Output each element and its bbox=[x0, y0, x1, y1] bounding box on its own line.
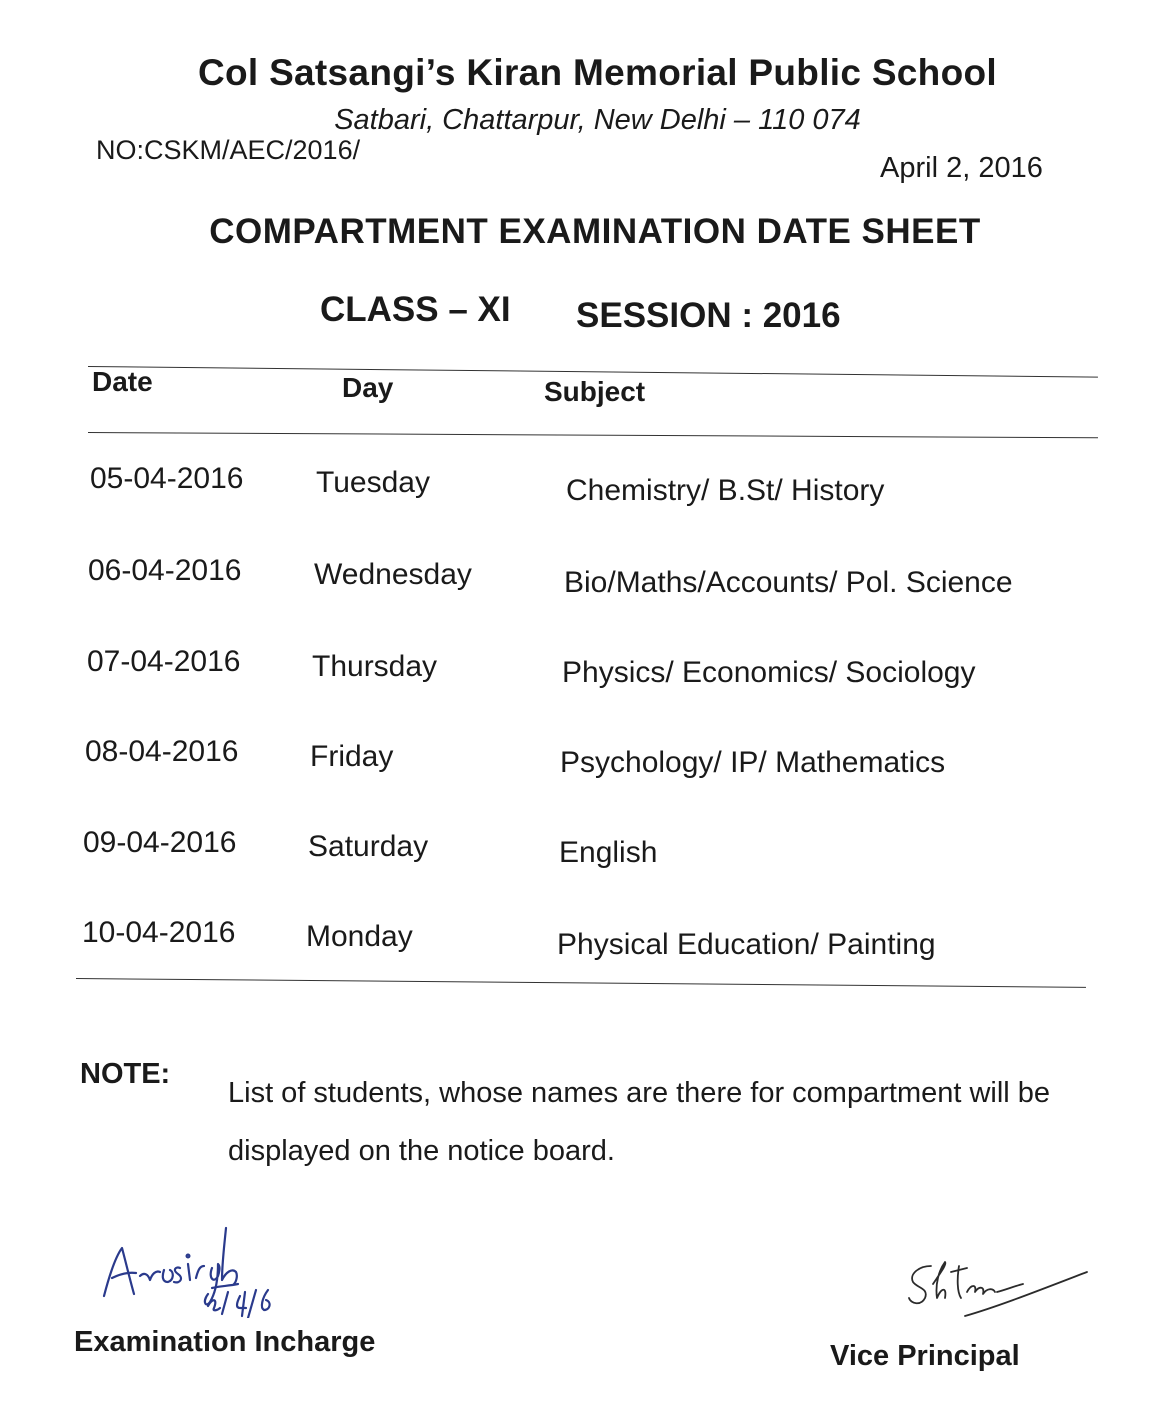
school-address: Satbari, Chattarpur, New Delhi – 110 074 bbox=[334, 104, 861, 136]
row-6-subject: Physical Education/ Painting bbox=[557, 928, 936, 961]
column-header-day: Day bbox=[342, 372, 394, 403]
row-4-subject: Psychology/ IP/ Mathematics bbox=[560, 746, 946, 779]
row-5-date: 09-04-2016 bbox=[83, 826, 237, 859]
row-5-subject: English bbox=[559, 836, 658, 869]
note-label: NOTE: bbox=[80, 1058, 171, 1090]
session-label: SESSION : 2016 bbox=[576, 296, 841, 335]
document-title: COMPARTMENT EXAMINATION DATE SHEET bbox=[209, 212, 981, 251]
examination-incharge-signature bbox=[100, 1218, 320, 1318]
examination-incharge-label: Examination Incharge bbox=[74, 1326, 376, 1358]
row-2-day: Wednesday bbox=[314, 558, 472, 591]
school-name: Col Satsangi’s Kiran Memorial Public School bbox=[198, 52, 997, 93]
row-3-date: 07-04-2016 bbox=[87, 645, 241, 678]
row-6-date: 10-04-2016 bbox=[82, 916, 236, 949]
table-header-rule bbox=[88, 432, 1098, 438]
row-1-subject: Chemistry/ B.St/ History bbox=[566, 474, 885, 507]
issue-date: April 2, 2016 bbox=[880, 152, 1043, 184]
table-bottom-rule bbox=[76, 978, 1086, 988]
vice-principal-label: Vice Principal bbox=[830, 1340, 1020, 1372]
row-1-day: Tuesday bbox=[316, 466, 430, 499]
row-5-day: Saturday bbox=[308, 830, 429, 863]
row-4-date: 08-04-2016 bbox=[85, 735, 239, 768]
row-6-day: Monday bbox=[306, 920, 413, 953]
note-text: List of students, whose names are there for compartment will be displayed on the notice board. bbox=[228, 1077, 1051, 1167]
row-3-subject: Physics/ Economics/ Sociology bbox=[562, 656, 976, 689]
row-4-day: Friday bbox=[310, 740, 394, 773]
vice-principal-signature bbox=[905, 1258, 1090, 1318]
column-header-date: Date bbox=[92, 366, 153, 397]
reference-number: NO:CSKM/AEC/2016/ bbox=[96, 135, 361, 165]
row-2-subject: Bio/Maths/Accounts/ Pol. Science bbox=[564, 566, 1013, 599]
row-1-date: 05-04-2016 bbox=[90, 462, 244, 495]
column-header-subject: Subject bbox=[544, 376, 646, 407]
row-2-date: 06-04-2016 bbox=[88, 554, 242, 587]
class-label: CLASS – XI bbox=[320, 290, 511, 329]
row-3-day: Thursday bbox=[312, 650, 438, 683]
